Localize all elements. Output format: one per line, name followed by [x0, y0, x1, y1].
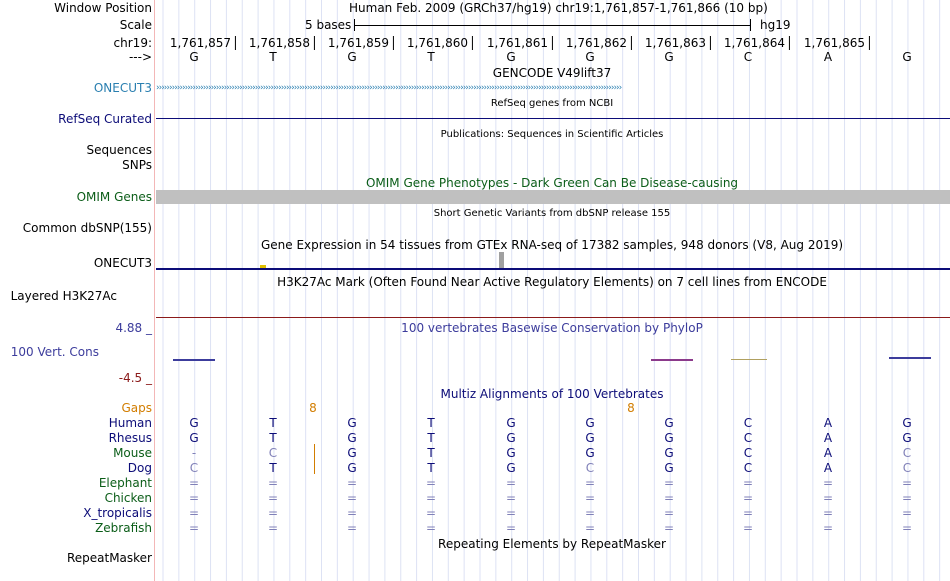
omim-gene-bar[interactable]	[156, 190, 950, 204]
publications-sequences-label[interactable]: Sequences	[86, 143, 152, 157]
alignment-base: =	[822, 506, 834, 520]
alignment-base: C	[743, 431, 753, 445]
alignment-base: C	[268, 446, 278, 460]
alignment-base: C	[585, 461, 595, 475]
alignment-base: =	[901, 476, 913, 490]
omim-track-label[interactable]: OMIM Genes	[76, 190, 152, 204]
alignment-base: =	[584, 521, 596, 535]
gap-marker-2: 8	[627, 401, 635, 415]
dbsnp-track-title: Short Genetic Variants from dbSNP release 155	[433, 208, 671, 219]
phylop-track-title: 100 vertebrates Basewise Conservation by PhyloP	[401, 321, 703, 335]
alignment-base: T	[427, 461, 435, 475]
alignment-base: =	[584, 491, 596, 505]
alignment-base: =	[584, 506, 596, 520]
alignment-base: =	[742, 476, 754, 490]
reference-base: G	[347, 50, 357, 64]
reference-base: A	[823, 50, 833, 64]
reference-base: G	[189, 50, 199, 64]
alignment-base: =	[188, 491, 200, 505]
h3k27ac-baseline	[156, 317, 950, 318]
gencode-track-title: GENCODE V49lift37	[492, 66, 612, 80]
alignment-base: =	[346, 476, 358, 490]
gaps-label: Gaps	[121, 401, 152, 415]
coordinate-tick: 1,761,861	[487, 36, 553, 50]
phylop-signal-4	[889, 357, 931, 359]
alignment-base: =	[346, 506, 358, 520]
alignment-base: =	[346, 491, 358, 505]
publications-snps-label[interactable]: SNPs	[122, 158, 152, 172]
species-label-elephant[interactable]: Elephant	[98, 476, 152, 490]
gtex-expression-tick	[260, 265, 266, 268]
alignment-base: -	[191, 446, 197, 460]
alignment-base: =	[188, 506, 200, 520]
alignment-base: T	[427, 416, 435, 430]
coordinate-tick: 1,761,857	[170, 36, 236, 50]
species-label-rhesus[interactable]: Rhesus	[108, 431, 152, 445]
gtex-gene-line[interactable]	[156, 268, 950, 270]
alignment-base: C	[189, 461, 199, 475]
assembly-label: hg19	[760, 18, 791, 32]
coordinate-tick: 1,761,864	[724, 36, 790, 50]
phylop-signal-1	[173, 359, 215, 361]
alignment-base: =	[822, 521, 834, 535]
alignment-base: G	[585, 431, 595, 445]
alignment-base: =	[425, 491, 437, 505]
alignment-base: G	[506, 431, 516, 445]
alignment-base: =	[663, 521, 675, 535]
alignment-base: =	[663, 506, 675, 520]
alignment-base: T	[427, 431, 435, 445]
reference-base: T	[427, 50, 435, 64]
alignment-base: =	[188, 521, 200, 535]
species-label-human[interactable]: Human	[108, 416, 152, 430]
window-position-label: Window Position	[54, 1, 152, 15]
alignment-base: G	[506, 446, 516, 460]
alignment-base: G	[347, 431, 357, 445]
alignment-base: G	[664, 446, 674, 460]
species-label-x_tropicalis[interactable]: X_tropicalis	[83, 506, 152, 520]
species-label-zebrafish[interactable]: Zebrafish	[95, 521, 152, 535]
alignment-base: T	[269, 461, 277, 475]
coordinate-tick: 1,761,859	[328, 36, 394, 50]
gtex-track-title: Gene Expression in 54 tissues from GTEx RNA-seq of 17382 samples, 948 donors (V8, Aug 2019)	[260, 238, 844, 252]
window-position-text: Human Feb. 2009 (GRCh37/hg19) chr19:1,761,857-1,761,866 (10 bp)	[349, 1, 768, 15]
refseq-track-title: RefSeq genes from NCBI	[490, 98, 614, 109]
alignment-base: =	[663, 476, 675, 490]
phylop-track-label[interactable]: 100 Vert. Cons	[10, 345, 99, 359]
alignment-base: G	[506, 416, 516, 430]
alignment-base: G	[347, 446, 357, 460]
coordinate-tick: 1,761,863	[645, 36, 711, 50]
alignment-base: C	[743, 446, 753, 460]
alignment-base: =	[742, 491, 754, 505]
scale-label: Scale	[119, 18, 152, 32]
gtex-expression-bar[interactable]	[499, 252, 504, 268]
phylop-max-value: 4.88 _	[115, 321, 152, 335]
alignment-base: G	[585, 446, 595, 460]
gap-marker-1: 8	[309, 401, 317, 415]
alignment-base: =	[822, 476, 834, 490]
h3k27ac-track-label[interactable]: Layered H3K27Ac	[10, 289, 117, 303]
h3k27ac-track-title: H3K27Ac Mark (Often Found Near Active Regulatory Elements) on 7 cell lines from ENCODE	[277, 275, 827, 289]
alignment-base: T	[427, 446, 435, 460]
alignment-base: C	[902, 461, 912, 475]
label-column-divider	[154, 0, 155, 581]
alignment-base: =	[505, 521, 517, 535]
alignment-base: =	[346, 521, 358, 535]
reference-base: G	[664, 50, 674, 64]
alignment-base: =	[425, 521, 437, 535]
alignment-base: =	[742, 506, 754, 520]
scale-text: 5 bases	[305, 18, 352, 32]
alignment-base: =	[188, 476, 200, 490]
alignment-base: =	[267, 521, 279, 535]
alignment-base: A	[823, 416, 833, 430]
gencode-gene-feature[interactable]: ›››››››››››››››››››››››››››››››››››››››››››››››››››››››››››››››››››››››››››››››››››››››››››››››››››››››››››››››››››››››››››››››››››››››››››››››››››››››››››››››››››››››››››››››››››	[156, 83, 622, 93]
alignment-base: =	[425, 506, 437, 520]
coordinate-tick: 1,761,860	[407, 36, 473, 50]
refseq-track-label[interactable]: RefSeq Curated	[58, 112, 152, 126]
coordinate-tick: 1,761,865	[804, 36, 870, 50]
phylop-min-value: -4.5 _	[118, 371, 152, 385]
alignment-base: =	[267, 476, 279, 490]
alignment-base: C	[743, 416, 753, 430]
species-label-dog[interactable]: Dog	[127, 461, 152, 475]
species-label-chicken[interactable]: Chicken	[104, 491, 152, 505]
omim-track-title: OMIM Gene Phenotypes - Dark Green Can Be Disease-causing	[365, 176, 739, 190]
chrom-label: chr19:	[113, 36, 152, 50]
alignment-base: C	[743, 461, 753, 475]
alignment-base: G	[664, 431, 674, 445]
alignment-base: G	[506, 461, 516, 475]
alignment-base: G	[664, 461, 674, 475]
alignment-base: =	[663, 491, 675, 505]
alignment-base: G	[902, 431, 912, 445]
species-label-mouse[interactable]: Mouse	[113, 446, 152, 460]
reference-base: G	[506, 50, 516, 64]
dbsnp-track-label[interactable]: Common dbSNP(155)	[22, 221, 152, 235]
alignment-base: T	[269, 416, 277, 430]
alignment-base: G	[347, 461, 357, 475]
alignment-base: C	[902, 446, 912, 460]
reference-base: G	[585, 50, 595, 64]
publications-track-title: Publications: Sequences in Scientific Articles	[440, 129, 664, 140]
alignment-base: =	[901, 491, 913, 505]
reference-base: T	[269, 50, 277, 64]
alignment-base: T	[269, 431, 277, 445]
alignment-base: =	[267, 491, 279, 505]
phylop-signal-3	[731, 359, 767, 360]
alignment-base: =	[505, 491, 517, 505]
coordinate-tick: 1,761,862	[566, 36, 632, 50]
multiz-track-title: Multiz Alignments of 100 Vertebrates	[440, 387, 664, 401]
phylop-signal-2	[651, 359, 693, 361]
repeatmasker-track-title: Repeating Elements by RepeatMasker	[438, 537, 666, 551]
reference-base: C	[743, 50, 753, 64]
alignment-base: G	[902, 416, 912, 430]
alignment-base: =	[822, 491, 834, 505]
alignment-base: G	[585, 416, 595, 430]
refseq-gene-feature[interactable]	[156, 118, 950, 119]
reference-base: G	[902, 50, 912, 64]
gtex-track-label[interactable]: ONECUT3	[93, 256, 152, 270]
alignment-base: =	[505, 506, 517, 520]
alignment-base: G	[189, 416, 199, 430]
insertion-marker	[314, 444, 315, 474]
alignment-base: G	[189, 431, 199, 445]
alignment-base: =	[267, 506, 279, 520]
strand-label: --->	[128, 50, 152, 64]
repeatmasker-track-label[interactable]: RepeatMasker	[66, 551, 152, 565]
scale-bar	[354, 19, 751, 31]
alignment-base: G	[347, 416, 357, 430]
alignment-base: =	[584, 476, 596, 490]
alignment-base: A	[823, 446, 833, 460]
alignment-base: A	[823, 431, 833, 445]
alignment-base: =	[742, 521, 754, 535]
alignment-base: =	[901, 521, 913, 535]
gencode-track-label[interactable]: ONECUT3	[93, 81, 152, 95]
coordinate-tick: 1,761,858	[249, 36, 315, 50]
alignment-base: A	[823, 461, 833, 475]
alignment-base: G	[664, 416, 674, 430]
alignment-base: =	[425, 476, 437, 490]
alignment-base: =	[901, 506, 913, 520]
alignment-base: =	[505, 476, 517, 490]
